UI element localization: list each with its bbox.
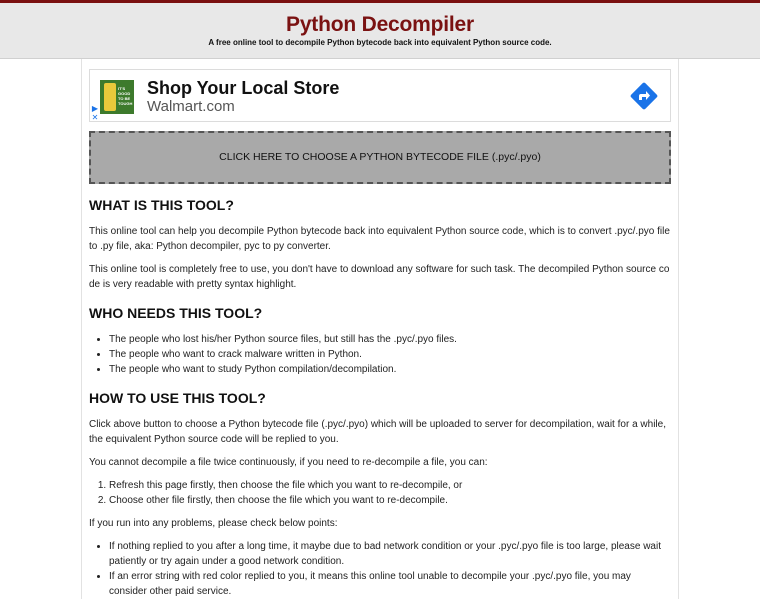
problem-points-list (89, 539, 671, 599)
list-item: • If nothing replied to you after a long time, it maybe due to bad network condition or your .pyc/.pyo file is too large, please wait patiently or try again under a good network condition. (109, 539, 671, 569)
list-item: • The people who want to study Python compilation/decompilation. (109, 362, 671, 377)
ad-directions-arrow-icon[interactable] (630, 82, 658, 110)
list-item: • The people who want to crack malware written in Python. (109, 347, 671, 362)
who-heading: WHO NEEDS THIS TOOL? (89, 305, 263, 321)
site-subtitle: A free online tool to decompile Python bytecode back into equivalent Python source code. (208, 38, 552, 47)
what-paragraph-1: This online tool can help you decompile Python bytecode back into equivalent Python source code, which is to convert .pyc/.pyo file to .py file, aka: Python decompiler, pyc to py converter. (89, 226, 670, 252)
how-paragraph-2: You cannot decompile a file twice continuously, if you need to re-decompile a file, you can: (89, 457, 488, 468)
adchoices-icon[interactable]: ▶ ✕ (91, 104, 99, 122)
list-item: 2. Choose other file firstly, then choose the file which you want to re-decompile. (109, 493, 671, 508)
how-paragraph-1: Click above button to choose a Python bytecode file (.pyc/.pyo) which will be uploaded to server for decompilation, wait for a while, the equivalent Python source code will be replied to you. (89, 419, 666, 445)
how-heading: HOW TO USE THIS TOOL? (89, 390, 266, 406)
how-paragraph-3: If you run into any problems, please check below points: (89, 518, 338, 529)
ad-url[interactable]: Walmart.com (147, 98, 235, 115)
list-item: • If an error string with red color replied to you, it means this online tool unable to decompile your .pyc/.pyo file, you may consider other paid service. (109, 569, 671, 599)
ad-product-text: IT'S GOOD TO BE TOUGH (118, 86, 133, 106)
ad-title[interactable]: Shop Your Local Store (147, 78, 340, 98)
site-header (0, 3, 760, 59)
site-title[interactable]: Python Decompiler (286, 13, 474, 36)
list-item: • The people who lost his/her Python source files, but still has the .pyc/.pyo files. (109, 332, 671, 347)
how-steps-list (89, 478, 671, 508)
ad-product-image[interactable] (100, 80, 134, 114)
who-list (89, 332, 671, 377)
what-paragraph-2: This online tool is completely free to use, you don't have to download any software for such task. The decompiled Python source code is very readable with pretty syntax highlight. (89, 264, 670, 290)
what-heading: WHAT IS THIS TOOL? (89, 197, 234, 213)
main-content (81, 59, 679, 599)
list-item: 1. Refresh this page firstly, then choose the file which you want to re-decompile, or (109, 478, 671, 493)
ad-banner[interactable] (89, 69, 671, 122)
ad-product-can (104, 83, 116, 111)
choose-file-button[interactable]: CLICK HERE TO CHOOSE A PYTHON BYTECODE FILE (.pyc/.pyo) (89, 131, 671, 184)
